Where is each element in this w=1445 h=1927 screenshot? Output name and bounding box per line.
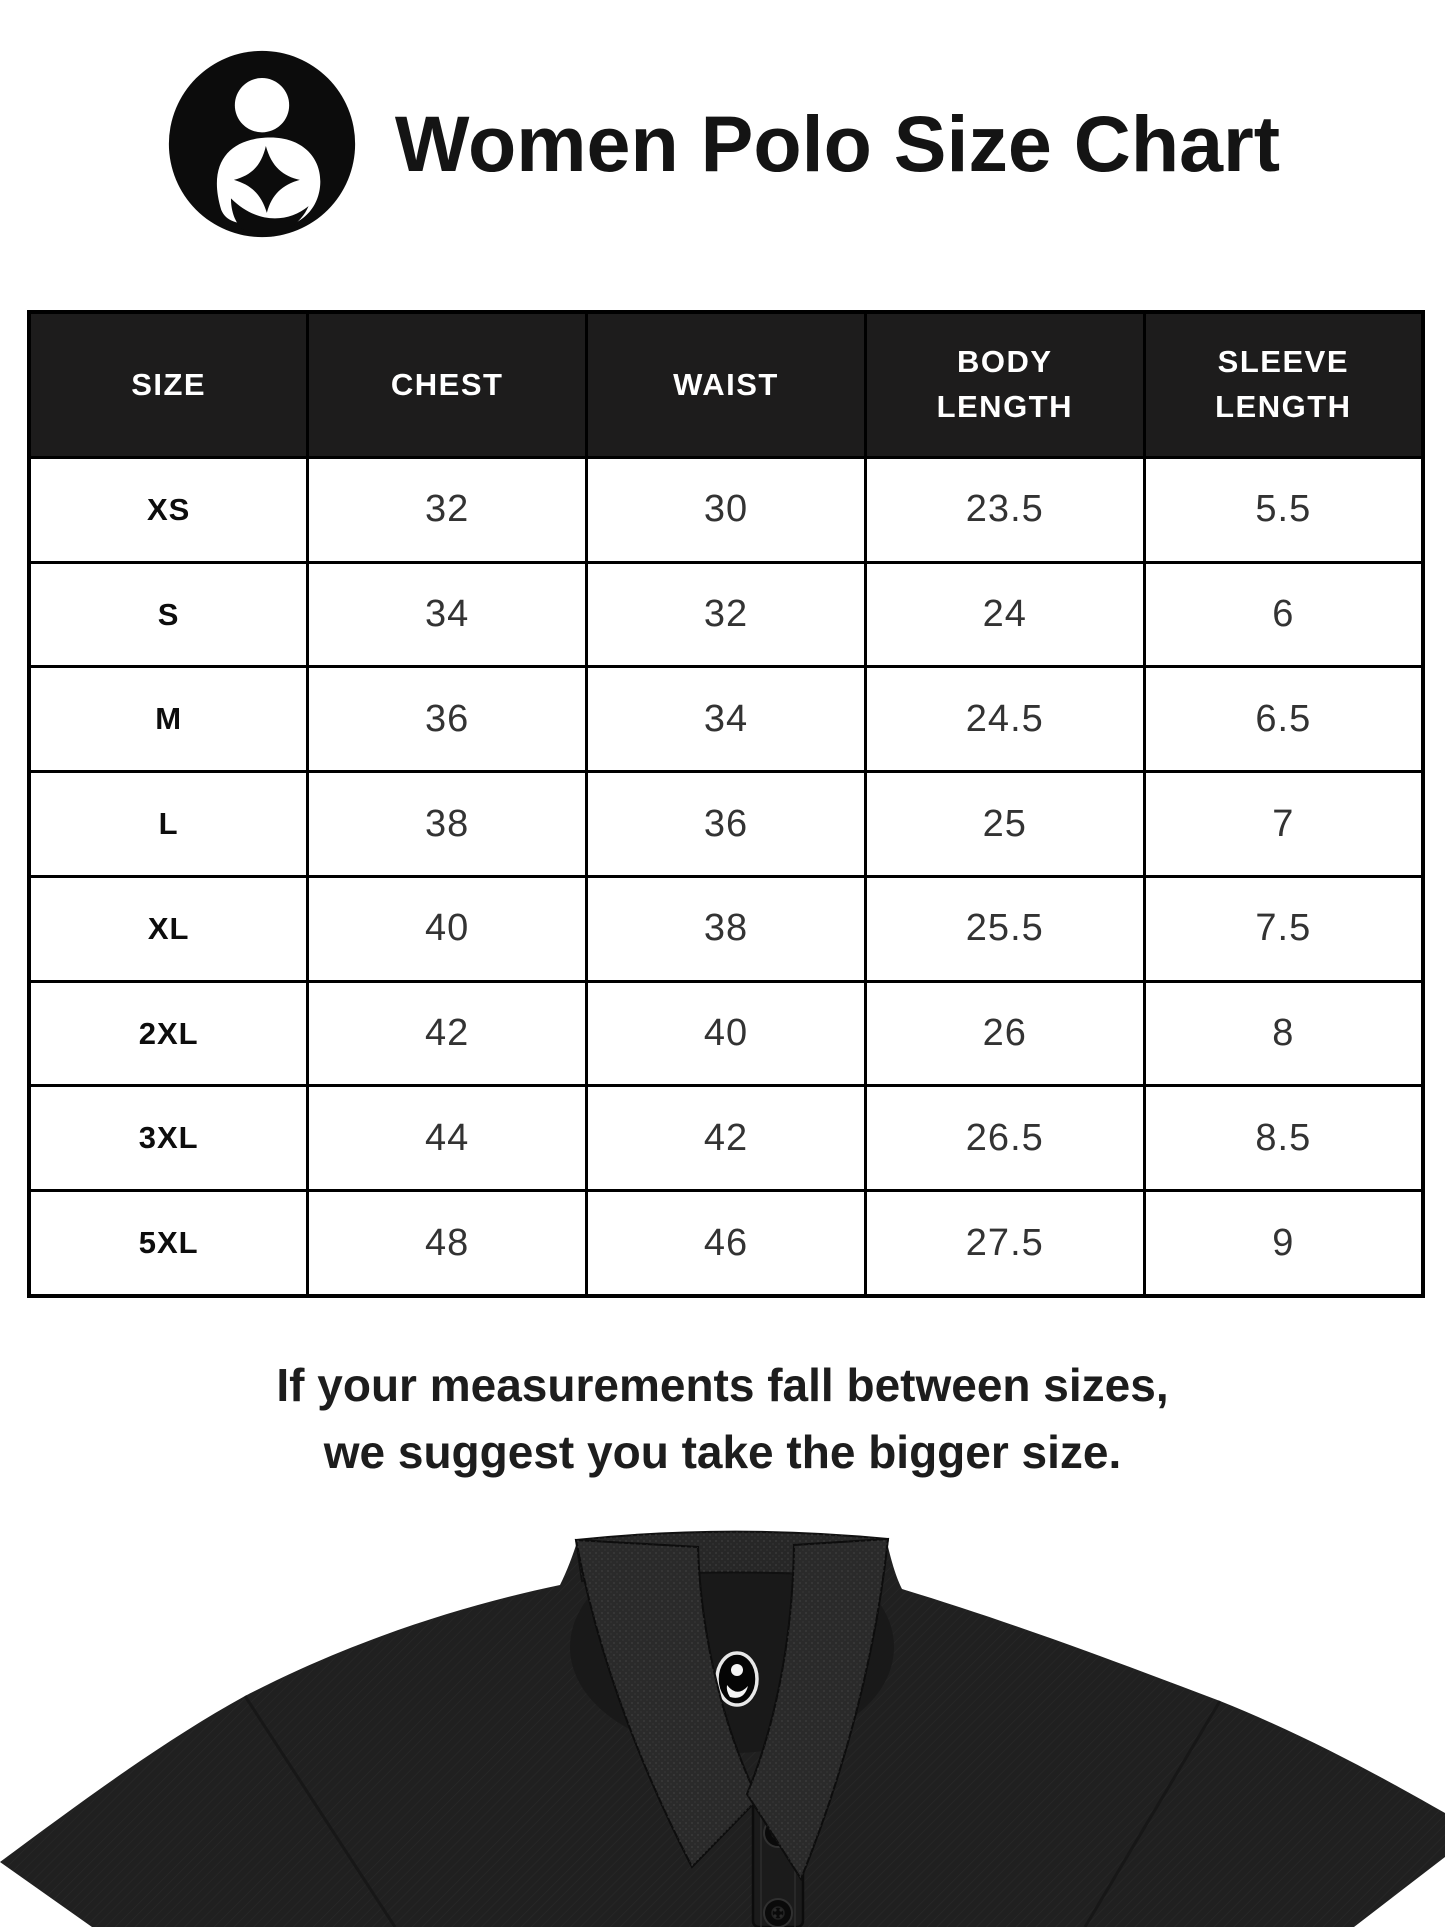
value-cell: 42	[587, 1086, 866, 1191]
value-cell: 27.5	[865, 1191, 1144, 1296]
value-cell: 46	[587, 1191, 866, 1296]
size-cell: S	[29, 562, 308, 667]
value-cell: 30	[587, 458, 866, 563]
neck-label	[717, 1653, 757, 1705]
brand-logo-icon	[165, 47, 359, 241]
brand-header	[0, 36, 1445, 252]
size-cell: 3XL	[29, 1086, 308, 1191]
size-cell: L	[29, 772, 308, 877]
value-cell: 25.5	[865, 876, 1144, 981]
fit-note-line2: we suggest you take the bigger size.	[323, 1426, 1122, 1478]
value-cell: 8.5	[1144, 1086, 1423, 1191]
value-cell: 44	[308, 1086, 587, 1191]
value-cell: 9	[1144, 1191, 1423, 1296]
value-cell: 38	[308, 772, 587, 877]
polo-shirt-image	[0, 1527, 1445, 1927]
value-cell: 36	[587, 772, 866, 877]
button-icon	[764, 1899, 792, 1927]
value-cell: 23.5	[865, 458, 1144, 563]
col-header-sleeve-length: SLEEVE LENGTH	[1144, 312, 1423, 458]
value-cell: 38	[587, 876, 866, 981]
col-header-chest: CHEST	[308, 312, 587, 458]
value-cell: 36	[308, 667, 587, 772]
size-cell: XL	[29, 876, 308, 981]
value-cell: 34	[587, 667, 866, 772]
table-row	[29, 876, 1423, 981]
table-row	[29, 981, 1423, 1086]
size-table-body	[29, 458, 1423, 1297]
value-cell: 34	[308, 562, 587, 667]
value-cell: 40	[587, 981, 866, 1086]
value-cell: 24	[865, 562, 1144, 667]
table-row	[29, 1086, 1423, 1191]
header-row	[29, 312, 1423, 458]
table-row	[29, 1191, 1423, 1296]
table-row	[29, 458, 1423, 563]
page-title: Women Polo Size Chart	[394, 99, 1281, 188]
value-cell: 6.5	[1144, 667, 1423, 772]
value-cell: 6	[1144, 562, 1423, 667]
value-cell: 32	[308, 458, 587, 563]
value-cell: 32	[587, 562, 866, 667]
value-cell: 42	[308, 981, 587, 1086]
value-cell: 48	[308, 1191, 587, 1296]
size-cell: 2XL	[29, 981, 308, 1086]
col-header-body-length: BODY LENGTH	[865, 312, 1144, 458]
size-table	[27, 310, 1425, 1298]
table-row	[29, 562, 1423, 667]
value-cell: 7	[1144, 772, 1423, 877]
value-cell: 26.5	[865, 1086, 1144, 1191]
size-cell: 5XL	[29, 1191, 308, 1296]
col-header-waist: WAIST	[587, 312, 866, 458]
table-row	[29, 667, 1423, 772]
size-table-head	[29, 312, 1423, 458]
value-cell: 24.5	[865, 667, 1144, 772]
size-cell: M	[29, 667, 308, 772]
value-cell: 25	[865, 772, 1144, 877]
table-row	[29, 772, 1423, 877]
value-cell: 5.5	[1144, 458, 1423, 563]
value-cell: 26	[865, 981, 1144, 1086]
value-cell: 8	[1144, 981, 1423, 1086]
size-cell: XS	[29, 458, 308, 563]
value-cell: 7.5	[1144, 876, 1423, 981]
col-header-size: SIZE	[29, 312, 308, 458]
value-cell: 40	[308, 876, 587, 981]
fit-note-line1: If your measurements fall between sizes,	[276, 1359, 1169, 1411]
fit-note	[0, 1352, 1445, 1486]
